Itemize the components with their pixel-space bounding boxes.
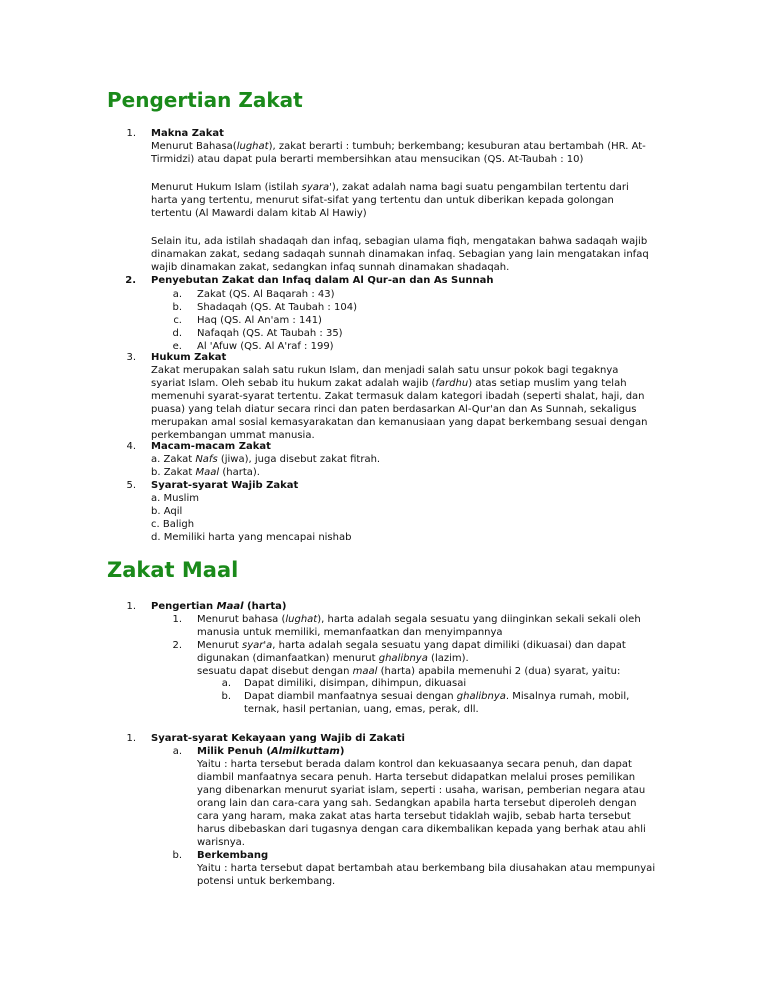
text-line: diambil manfaatnya secara penuh. Harta tersebut didapatkan melalui proses pemilikan <box>197 772 636 783</box>
text-line: harta yang tertentu, menurut sifat-sifat yang tertentu dan untuk diberikan kepada golongan <box>151 195 614 206</box>
text-line: wajib dinamakan zakat, sedangkan infaq sunnah dinamakan shadaqah. <box>151 262 510 273</box>
list-number: 1. <box>126 601 136 612</box>
text-line: ternak, hasil pertanian, uang, emas, perak, dll. <box>244 704 479 715</box>
text-line: digunakan (dimanfaatkan) menurut ghalibnya (lazim). <box>197 653 469 664</box>
sub-item: Al 'Afuw (QS. Al A'raf : 199) <box>197 341 334 352</box>
text-line: harus dibebaskan dari tugasnya dengan cara dikembalikan kepada yang berhak atau ahli <box>197 824 646 835</box>
sub-heading: Milik Penuh (Almilkuttam) <box>197 746 345 757</box>
section-title-zakat-maal: Zakat Maal <box>107 558 239 582</box>
sub-item: Zakat (QS. Al Baqarah : 43) <box>197 289 335 300</box>
text-line: tertentu (Al Mawardi dalam kitab Al Hawiy) <box>151 208 367 219</box>
sub-number: 2. <box>172 640 182 651</box>
item-heading: Penyebutan Zakat dan Infaq dalam Al Qur-an dan As Sunnah <box>151 275 494 286</box>
text-line: yang dibenarkan menurut syariat islam, seperti : usaha, warisan, pemberian negara atau <box>197 785 646 796</box>
sub-letter: b. <box>172 302 182 313</box>
text-line: cara yang haram, maka zakat atas harta tersebut tidaklah wajib, sebab harta tersebut <box>197 811 631 822</box>
text-line: Menurut Bahasa(lughat), zakat berarti : tumbuh; berkembang; kesuburan atau bertambah (HR. At- <box>151 141 646 152</box>
text-line: Yaitu : harta tersebut dapat bertambah atau berkembang bila diusahakan atau mempunyai <box>197 863 656 874</box>
text-line: b. Zakat Maal (harta). <box>151 467 260 478</box>
text-line: manusia untuk memiliki, memanfaatkan dan menyimpannya <box>197 627 503 638</box>
text-line: Tirmidzi) atau dapat pula berarti membersihkan atau mensucikan (QS. At-Taubah : 10) <box>151 154 584 165</box>
text-line: potensi untuk berkembang. <box>197 876 336 887</box>
text-line: syariat Islam. Oleh sebab itu hukum zakat adalah wajib (fardhu) atas setiap muslim yang telah <box>151 378 627 389</box>
list-number: 2. <box>125 275 136 286</box>
text-line: orang lain dan cara-cara yang sah. Sedangkan apabila harta tersebut diperoleh dengan <box>197 798 637 809</box>
list-number: 3. <box>126 352 136 363</box>
text-line: Menurut syar'a, harta adalah segala sesuatu yang dapat dimiliki (dikuasai) dan dapat <box>197 640 626 651</box>
text-line: sesuatu dapat disebut dengan maal (harta) apabila memenuhi 2 (dua) syarat, yaitu: <box>197 666 621 677</box>
sub-item: Shadaqah (QS. At Taubah : 104) <box>197 302 357 313</box>
sub-letter: e. <box>172 341 182 352</box>
sub-letter: b. <box>221 691 231 702</box>
text-line: Selain itu, ada istilah shadaqah dan infaq, sebagian ulama fiqh, mengatakan bahwa sadaqah wajib <box>151 236 648 247</box>
text-line: Menurut Hukum Islam (istilah syara'), zakat adalah nama bagi suatu pengambilan tertentu dari <box>151 182 629 193</box>
text-line: dinamakan zakat, sedang sadaqah sunnah dinamakan infaq. Sebagian yang lain mengatakan infaq <box>151 249 649 260</box>
sub-item: Nafaqah (QS. At Taubah : 35) <box>197 328 343 339</box>
text-line: a. Zakat Nafs (jiwa), juga disebut zakat fitrah. <box>151 454 381 465</box>
list-number: 5. <box>126 480 136 491</box>
item-heading: Syarat-syarat Wajib Zakat <box>151 480 299 491</box>
text-line: Dapat dimiliki, disimpan, dihimpun, dikuasai <box>244 678 467 689</box>
sub-heading: Berkembang <box>197 850 269 861</box>
sub-number: 1. <box>172 614 182 625</box>
sub-letter: a. <box>172 289 182 300</box>
list-number: 4. <box>126 441 136 452</box>
text-line: Menurut bahasa (lughat), harta adalah segala sesuatu yang diinginkan sekali sekali oleh <box>197 614 641 625</box>
item-heading: Syarat-syarat Kekayaan yang Wajib di Zakati <box>151 733 405 744</box>
list-number: 1. <box>126 128 136 139</box>
text-line: Zakat merupakan salah satu rukun Islam, dan menjadi salah satu unsur pokok bagi tegaknya <box>151 365 619 376</box>
sub-letter: d. <box>172 328 182 339</box>
list-item: c. Baligh <box>151 519 195 530</box>
text-line: memenuhi syarat-syarat tertentu. Zakat termasuk dalam kategori ibadah (seperti shalat, haji, dan <box>151 391 645 402</box>
item-heading: Hukum Zakat <box>151 352 227 363</box>
sub-letter: a. <box>172 746 182 757</box>
text-line: perkembangan ummat manusia. <box>151 430 315 441</box>
sub-letter: b. <box>172 850 182 861</box>
sub-letter: a. <box>221 678 231 689</box>
item-heading: Macam-macam Zakat <box>151 441 271 452</box>
list-item: a. Muslim <box>151 493 199 504</box>
sub-item: Haq (QS. Al An'am : 141) <box>197 315 322 326</box>
text-line: Yaitu : harta tersebut berada dalam kontrol dan kekuasaanya secara penuh, dan dapat <box>197 759 632 770</box>
text-line: Dapat diambil manfaatnya sesuai dengan ghalibnya. Misalnya rumah, mobil, <box>244 691 630 702</box>
section-title-pengertian-zakat: Pengertian Zakat <box>107 88 303 112</box>
list-number: 1. <box>126 733 136 744</box>
list-item: b. Aqil <box>151 506 183 517</box>
sub-letter: c. <box>173 315 182 326</box>
item-heading: Pengertian Maal (harta) <box>151 601 287 612</box>
item-heading: Makna Zakat <box>151 128 224 139</box>
text-line: warisnya. <box>197 837 245 848</box>
list-item: d. Memiliki harta yang mencapai nishab <box>151 532 352 543</box>
text-line: puasa) yang telah diatur secara rinci dan paten berdasarkan Al-Qur'an dan As Sunnah, sekaligus <box>151 404 637 415</box>
text-line: merupakan amal sosial kemasyarakatan dan kemanusiaan yang dapat berkembang sesuai dengan <box>151 417 648 428</box>
